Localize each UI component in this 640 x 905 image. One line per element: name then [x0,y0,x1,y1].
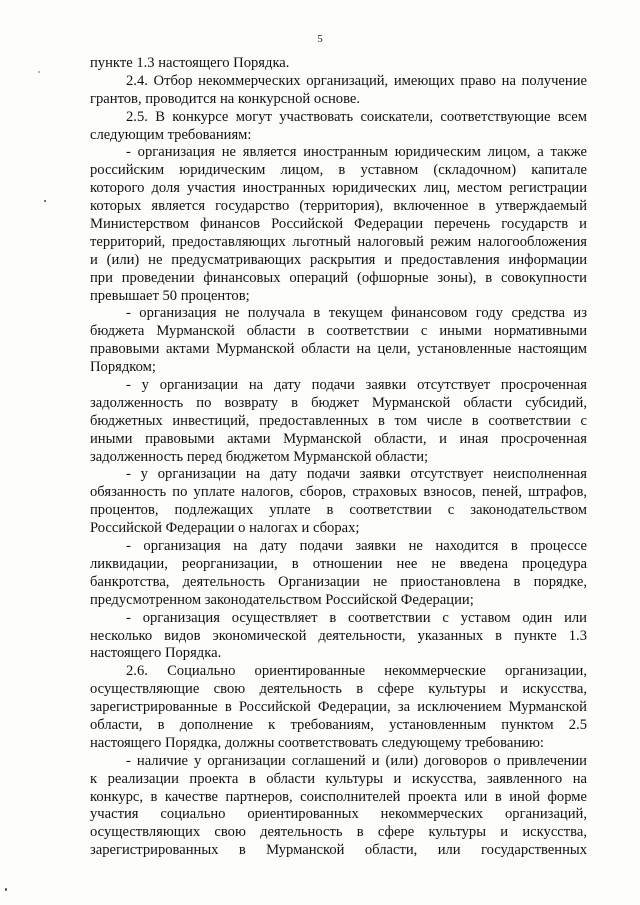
text-line: осуществляющих свою деятельность в сфере культуры и искусства, [90,824,587,841]
text-line: территорий, предоставляющих льготный налоговый режим налогообложения [90,233,587,250]
text-line: к реализации проекта в области культуры и искусства, заявленного на [90,770,587,787]
text-line: которого доля участия иностранных юридических лиц, местом регистрации [90,180,587,197]
text-line: Российской Федерации о налогах и сборах; [90,520,360,537]
text-line: - организация на дату подачи заявки не находится в процессе [126,538,587,555]
text-line: зарегистрированные в Российской Федерации, за исключением Мурманской [90,699,587,716]
text-line: участия социально ориентированных некоммерческих организаций, [90,806,587,823]
text-line: - организация осуществляет в соответствии с уставом один или [126,609,587,626]
text-line: задолженность по возврату в бюджет Мурманской области субсидий, [90,394,587,411]
text-line: конкурс, в качестве партнеров, соисполнителей проекта или в иной форме [90,788,587,805]
text-line: - организация не получала в текущем финансовом году средства из [126,305,587,322]
text-line: 2.6. Социально ориентированные некоммерческие организации, [126,663,587,680]
text-line: процентов, подлежащих уплате в соответствии с законодательством [90,502,587,519]
text-line: правовыми актами Мурманской области на цели, установленные настоящим [90,341,587,358]
text-line: задолженность перед бюджетом Мурманской области; [90,448,429,465]
text-line: настоящего Порядка, должны соответствовать следующему требованию: [90,734,544,751]
scan-speck [5,888,7,891]
page-number: 5 [317,33,323,45]
text-line: предусмотренном законодательством Российской Федерации; [90,591,474,608]
text-line: грантов, проводится на конкурсной основе. [90,90,361,107]
text-line: при проведении финансовых операций (офшорные зоны), в совокупности [90,269,587,286]
text-line: 2.5. В конкурсе могут участвовать соискатели, соответствующие всем [126,108,587,125]
text-line: пункте 1.3 настоящего Порядка. [90,55,290,71]
text-line: 2.4. Отбор некоммерческих организаций, имеющих право на получение [126,72,587,89]
scan-speck [44,200,46,202]
text-line: которых является государство (территория), включенное в утверждаемый [90,198,587,215]
text-line: - у организации на дату подачи заявки отсутствует просроченная [126,377,587,394]
text-line: - у организации на дату подачи заявки отсутствует неисполненная [126,466,587,483]
text-line: настоящего Порядка. [90,645,222,662]
text-line: ликвидации, реорганизации, в отношении нее не введена процедура [90,555,587,572]
text-line: следующим требованиям: [90,126,252,143]
text-line: осуществляющие свою деятельность в сфере культуры и искусства, [90,681,587,698]
text-line: зарегистрированных в Мурманской области, или государственных [90,842,587,859]
text-line: обязанность по уплате налогов, сборов, страховых взносов, пеней, штрафов, [90,484,587,501]
text-line: бюджета Мурманской области в соответствии с иными нормативными [90,323,587,340]
text-line: российским юридическим лицом, в уставном (складочном) капитале [90,162,587,179]
document-body [90,55,587,860]
scan-speck [38,71,40,73]
text-line: бюджетных инвестиций, предоставленных в том числе в соответствии с [90,412,587,429]
text-line: - наличие у организации соглашений и (или) договоров о привлечении [126,752,587,769]
text-line: и (или) не предусматривающих раскрытия и предоставления информации [90,251,587,268]
text-line: Порядком; [90,359,156,376]
text-line: области, в дополнение к требованиям, установленным пунктом 2.5 [90,716,587,733]
text-line: иными правовыми актами Мурманской области, и иная просроченная [90,430,587,447]
text-line: - организация не является иностранным юридическим лицом, а также [126,144,587,161]
text-line: несколько видов экономической деятельности, указанных в пункте 1.3 [90,627,587,644]
text-line: Министерством финансов Российской Федерации перечень государств и [90,216,587,233]
text-line: банкротства, деятельность Организации не приостановлена в порядке, [90,573,587,590]
text-line: превышает 50 процентов; [90,287,250,304]
